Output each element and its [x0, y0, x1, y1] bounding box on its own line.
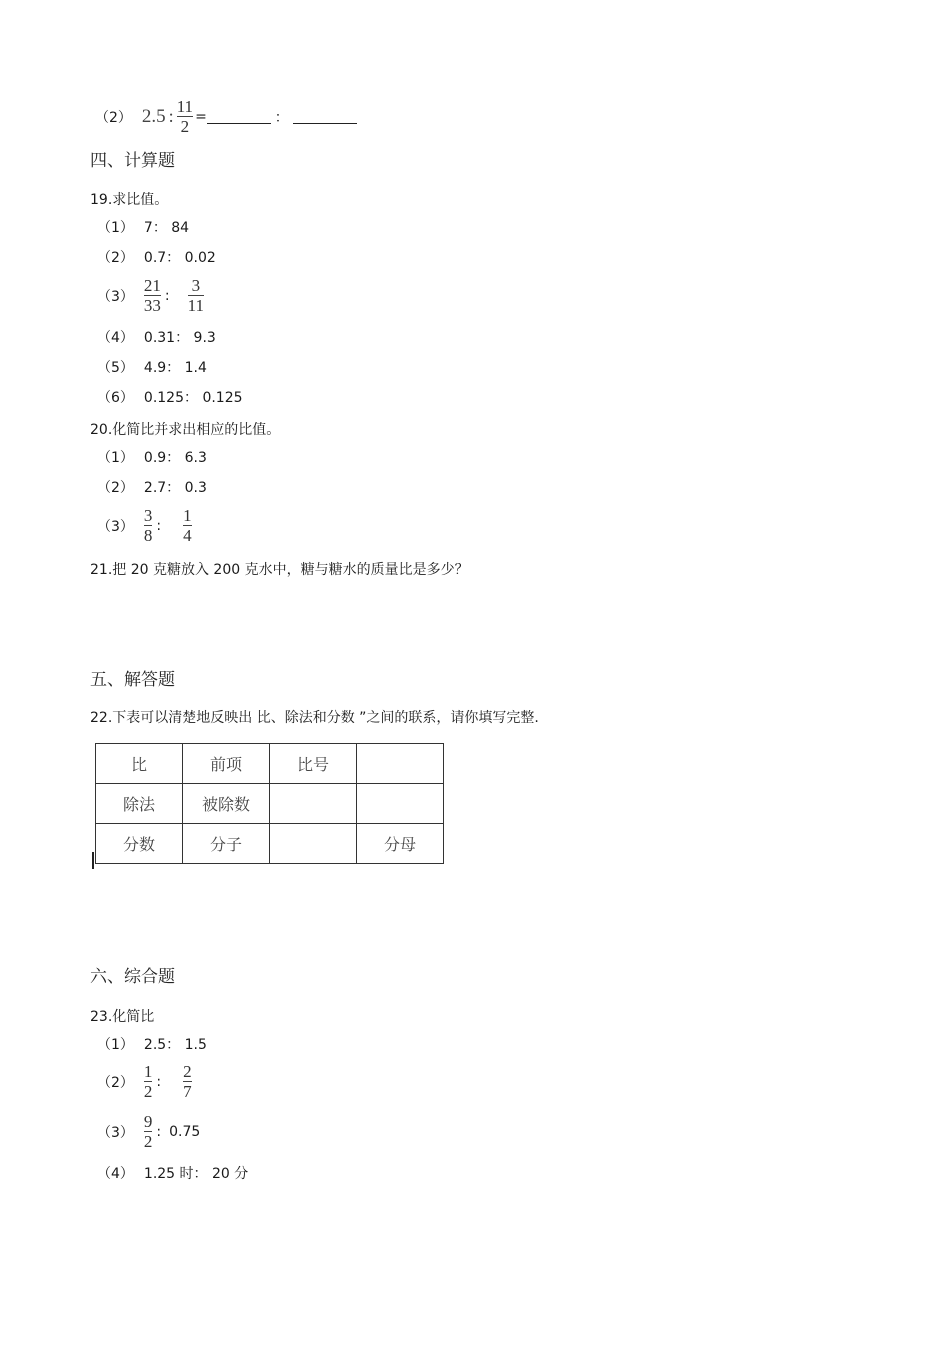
fraction: $\frac{3}{11}$: [187, 276, 205, 315]
table-cell: 分数: [96, 824, 183, 864]
question-item: （1） 2.5： 1.5: [97, 1037, 207, 1053]
question-item: （4） 1.25 时： 20 分: [97, 1166, 249, 1182]
ratio-fill-item: （2） 2.5 : $\frac{11}{2}$ = ：: [95, 98, 357, 135]
table-cell: 比号: [270, 744, 357, 784]
question-item: （6） 0.125： 0.125: [97, 390, 243, 406]
table-blank-cell[interactable]: [357, 784, 444, 824]
table-cell: 比: [96, 744, 183, 784]
question-item: （3） $\frac{3}{8}$ : $\frac{1}{4}$: [97, 506, 192, 545]
question-title: 19.求比值。: [90, 192, 169, 208]
table-cell: 除法: [96, 784, 183, 824]
question-item: （4） 0.31： 9.3: [97, 330, 216, 346]
decimal-value: 2.5: [141, 105, 166, 127]
table-cell: 分母: [357, 824, 444, 864]
fraction: $\frac{21}{33}$: [143, 276, 161, 315]
colon: ：: [274, 109, 289, 126]
question-title: 20.化简比并求出相应的比值。: [90, 422, 281, 438]
table-row: [96, 744, 444, 784]
question-item: （2） $\frac{1}{2}$ : $\frac{2}{7}$: [97, 1062, 192, 1101]
section-heading: 五、解答题: [90, 670, 175, 690]
table-cell: 分子: [183, 824, 270, 864]
question-item: （5） 4.9： 1.4: [97, 360, 207, 376]
table-row: [96, 784, 444, 824]
fraction: $\frac{1}{4}$: [183, 506, 192, 545]
question-title: 22.下表可以清楚地反映出 比、除法和分数 ”之间的联系，请你填写完整.: [90, 710, 539, 726]
table-blank-cell[interactable]: [357, 744, 444, 784]
question-title: 23.化简比: [90, 1009, 155, 1025]
equals-sign: =: [195, 108, 207, 125]
table-row: [96, 824, 444, 864]
fraction: $\frac{1}{2}$: [143, 1062, 153, 1101]
fraction: $\frac{3}{8}$: [143, 506, 153, 545]
item-label: （2）: [95, 109, 132, 126]
table-blank-cell[interactable]: [270, 784, 357, 824]
question-item: （3） $\frac{21}{33}$ : $\frac{3}{11}$: [97, 276, 205, 315]
fraction: $\frac{11}{2}$: [176, 97, 194, 136]
answer-blank[interactable]: [207, 109, 271, 124]
section-heading: 六、综合题: [90, 967, 175, 987]
table-cell: 被除数: [183, 784, 270, 824]
fraction: $\frac{9}{2}$: [143, 1112, 153, 1151]
question-title: 21.把 20 克糖放入 200 克水中，糖与糖水的质量比是多少？: [90, 562, 469, 578]
question-item: （1） 0.9： 6.3: [97, 450, 207, 466]
question-item: （1） 7： 84: [97, 220, 190, 236]
table-blank-cell[interactable]: [270, 824, 357, 864]
answer-blank[interactable]: [293, 109, 357, 124]
text-cursor: [92, 852, 94, 869]
question-item: （3） $\frac{9}{2}$ : 0.75: [97, 1112, 201, 1151]
relation-table: [95, 743, 444, 864]
fraction: $\frac{2}{7}$: [183, 1062, 192, 1101]
section-heading: 四、计算题: [90, 151, 175, 171]
table-cell: 前项: [183, 744, 270, 784]
question-item: （2） 2.7： 0.3: [97, 480, 207, 496]
question-item: （2） 0.7： 0.02: [97, 250, 216, 266]
